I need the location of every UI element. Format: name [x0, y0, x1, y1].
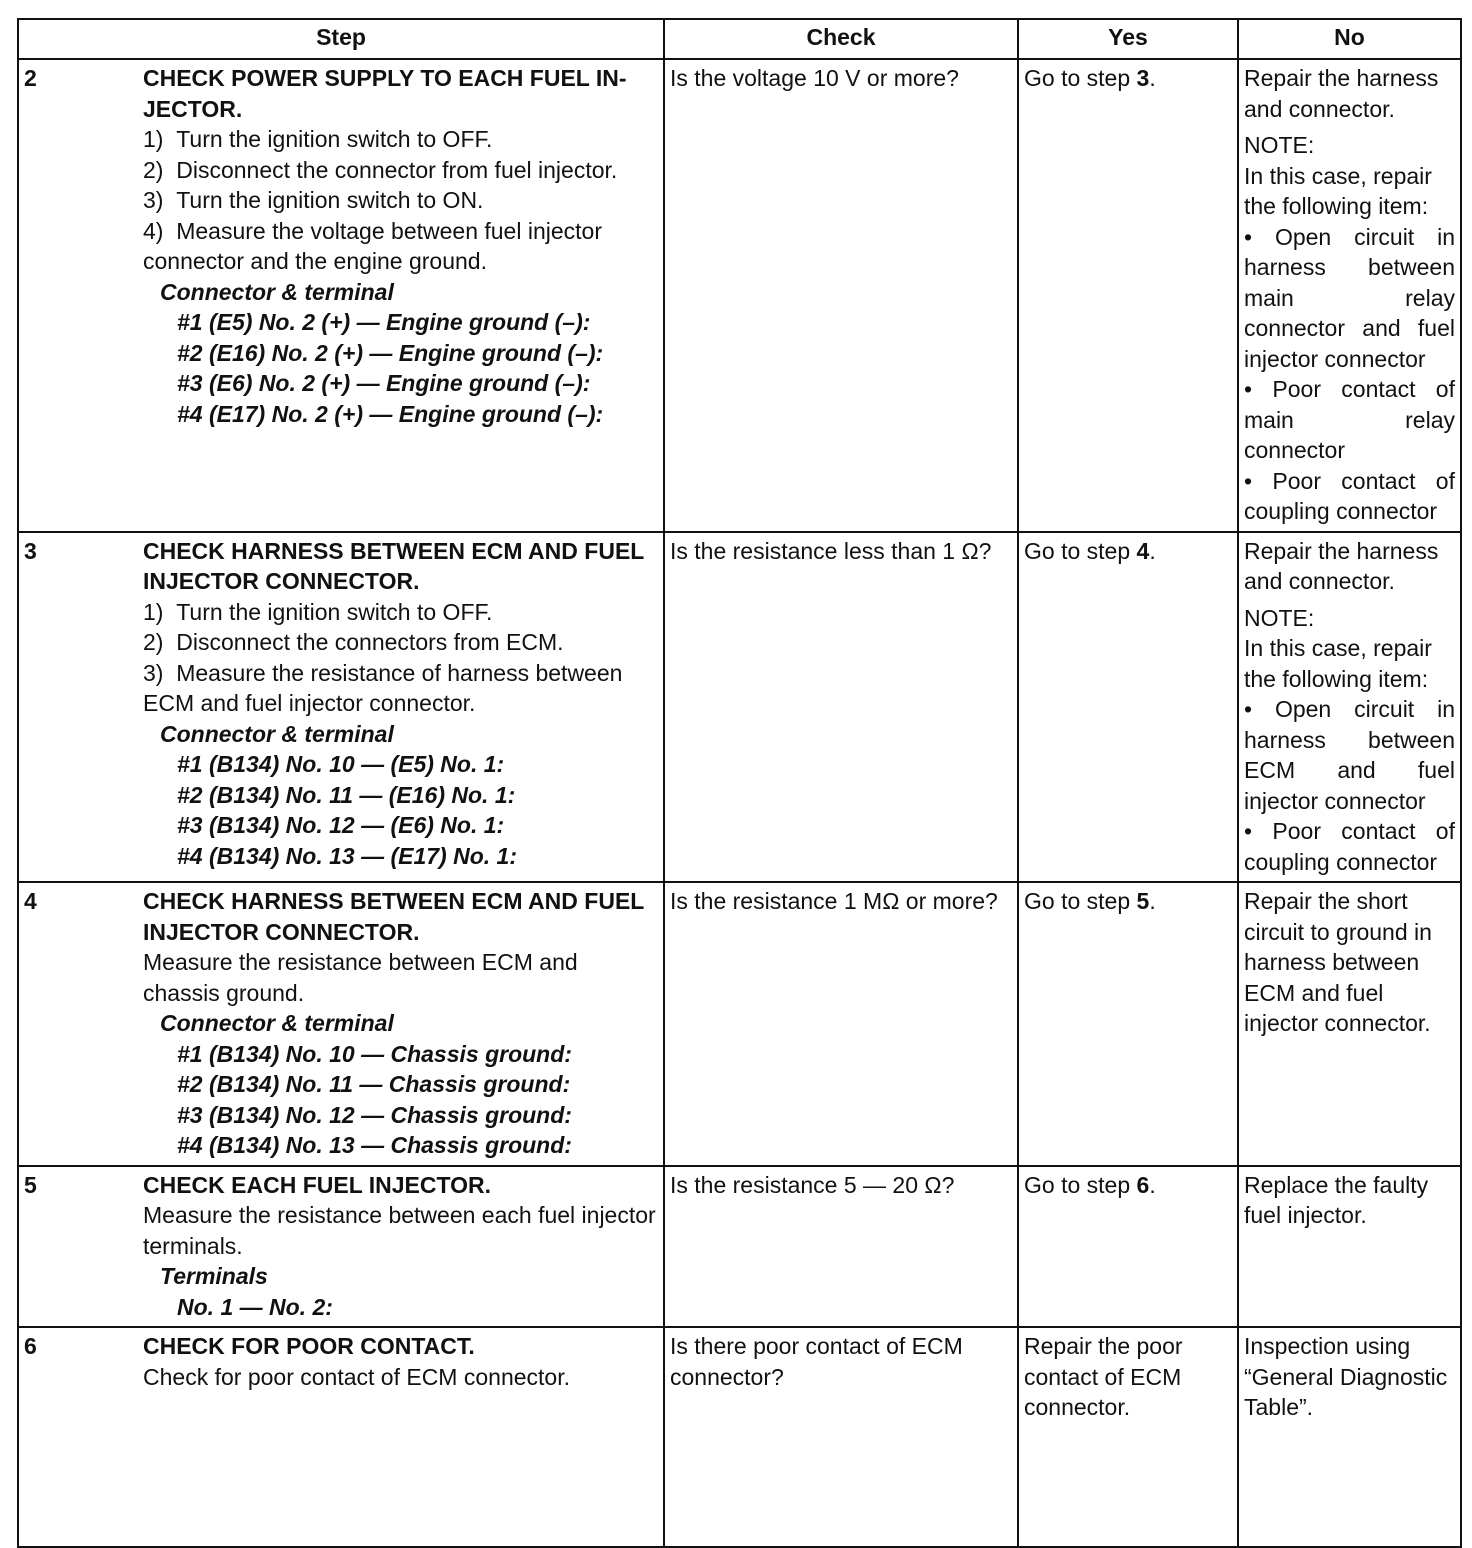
terminal-spec: #2 (B134) No. 11 — (E16) No. 1: — [177, 781, 516, 808]
terminal-spec: #1 (B134) No. 10 — Chassis ground: — [177, 1040, 572, 1067]
yes-suffix: . — [1149, 537, 1156, 564]
no-main: Repair the harness and connector. — [1244, 537, 1439, 594]
no-cell — [1238, 882, 1461, 1166]
header-no: No — [1238, 19, 1461, 59]
terminal-spec: #1 (E5) No. 2 (+) — Engine ground (–): — [177, 309, 591, 335]
table-row — [18, 532, 1461, 883]
yes-prefix: Go to step — [1024, 1171, 1137, 1198]
no-main: Repair the harness and connector. — [1244, 65, 1439, 122]
check-cell: Is there poor contact of ECM connector? — [664, 1327, 1018, 1547]
step-cell — [18, 59, 664, 532]
step-instruction: Measure the resistance between ECM and chassis ground. — [143, 949, 578, 1006]
step-instruction: 2) Disconnect the connector from fuel injector. — [143, 156, 618, 183]
terminal-spec: No. 1 — No. 2: — [177, 1293, 333, 1320]
yes-step-link: 5 — [1136, 888, 1150, 914]
table-row — [18, 882, 1461, 1166]
yes-suffix: . — [1149, 888, 1156, 914]
no-cell — [1238, 1327, 1461, 1547]
step-title: CHECK FOR POOR CONTACT. — [143, 1333, 475, 1359]
header-row — [18, 19, 1461, 59]
yes-cell — [1018, 882, 1238, 1166]
step-instruction: Check for poor contact of ECM connector. — [143, 1363, 570, 1390]
header-step: Step — [18, 19, 664, 59]
step-instruction: 1) Turn the ignition switch to OFF. — [143, 598, 493, 625]
terminal-spec: #1 (B134) No. 10 — (E5) No. 1: — [177, 751, 505, 777]
no-main: Replace the faulty fuel injector. — [1244, 1171, 1429, 1228]
no-note-label: NOTE: — [1244, 604, 1315, 631]
terminal-label: Connector & terminal — [160, 278, 394, 305]
terminal-label: Connector & terminal — [160, 1010, 394, 1036]
step-instruction: 2) Disconnect the connectors from ECM. — [143, 629, 564, 655]
terminal-spec: #4 (B134) No. 13 — Chassis ground: — [177, 1132, 572, 1158]
step-instruction: 4) Measure the voltage between fuel injector connector and the engine ground. — [143, 217, 602, 274]
no-item: • Open circuit in harness between main relay connector and fuel injector connector — [1244, 223, 1455, 372]
step-cell — [18, 1327, 664, 1547]
step-number: 3 — [24, 537, 37, 564]
yes-step-link: 6 — [1136, 1171, 1150, 1198]
yes-suffix: . — [1149, 1171, 1156, 1198]
step-instruction: 3) Measure the resistance of harness between ECM and fuel injector connector. — [143, 659, 623, 716]
terminal-label: Terminals — [160, 1263, 268, 1289]
table-row — [18, 1166, 1461, 1328]
step-number: 5 — [24, 1171, 37, 1198]
no-item: • Open circuit in harness between ECM and fuel injector connector — [1244, 696, 1455, 814]
yes-step-link: 4 — [1136, 537, 1150, 564]
step-instruction: Measure the resistance between each fuel injector terminals. — [143, 1202, 656, 1259]
terminal-spec: #3 (E6) No. 2 (+) — Engine ground (–): — [177, 370, 591, 396]
no-item: • Poor contact of coupling connector — [1244, 818, 1455, 875]
step-cell — [18, 882, 664, 1166]
yes-prefix: Go to step — [1024, 888, 1137, 914]
no-main: Repair the short circuit to ground in harness between ECM and fuel injector connector. — [1244, 888, 1432, 1036]
no-cell — [1238, 1166, 1461, 1328]
terminal-spec: #3 (B134) No. 12 — Chassis ground: — [177, 1101, 572, 1128]
step-title: CHECK POWER SUPPLY TO EACH FUEL IN-JECTOR. — [143, 65, 627, 122]
yes-suffix: . — [1149, 65, 1156, 91]
step-cell — [18, 532, 664, 883]
no-item: • Poor contact of main relay connector — [1244, 376, 1455, 463]
yes-prefix: Go to step — [1024, 537, 1137, 564]
terminal-spec: #3 (B134) No. 12 — (E6) No. 1: — [177, 812, 505, 838]
diagnostic-table — [17, 18, 1462, 1548]
yes-cell — [1018, 532, 1238, 883]
step-instruction: 3) Turn the ignition switch to ON. — [143, 187, 484, 213]
table-row — [18, 1327, 1461, 1547]
terminal-spec: #4 (E17) No. 2 (+) — Engine ground (–): — [177, 400, 604, 427]
yes-cell — [1018, 1166, 1238, 1328]
check-cell: Is the voltage 10 V or more? — [664, 59, 1018, 532]
no-note: In this case, repair the following item: — [1244, 162, 1432, 219]
no-cell — [1238, 59, 1461, 532]
yes-prefix: Go to step — [1024, 65, 1137, 91]
check-cell: Is the resistance 5 — 20 Ω? — [664, 1166, 1018, 1328]
yes-cell: Repair the poor contact of ECM connector. — [1018, 1327, 1238, 1547]
header-check: Check — [664, 19, 1018, 59]
no-main: Inspection using “General Diagnostic Table”. — [1244, 1333, 1448, 1420]
no-item: • Poor contact of coupling connector — [1244, 467, 1455, 524]
terminal-label: Connector & terminal — [160, 720, 394, 747]
terminal-spec: #2 (B134) No. 11 — Chassis ground: — [177, 1071, 571, 1097]
step-title: CHECK HARNESS BETWEEN ECM AND FUEL INJECTOR CONNECTOR. — [143, 888, 644, 945]
step-number: 4 — [24, 888, 37, 914]
no-note: In this case, repair the following item: — [1244, 635, 1432, 692]
check-cell: Is the resistance less than 1 Ω? — [664, 532, 1018, 883]
terminal-spec: #4 (B134) No. 13 — (E17) No. 1: — [177, 842, 517, 869]
header-yes: Yes — [1018, 19, 1238, 59]
yes-step-link: 3 — [1136, 65, 1150, 91]
step-instruction: 1) Turn the ignition switch to OFF. — [143, 126, 493, 152]
step-number: 2 — [24, 65, 37, 91]
terminal-spec: #2 (E16) No. 2 (+) — Engine ground (–): — [177, 339, 604, 366]
check-cell: Is the resistance 1 MΩ or more? — [664, 882, 1018, 1166]
step-cell — [18, 1166, 664, 1328]
no-note-label: NOTE: — [1244, 132, 1315, 158]
step-title: CHECK EACH FUEL INJECTOR. — [143, 1171, 492, 1198]
step-title: CHECK HARNESS BETWEEN ECM AND FUEL INJECTOR CONNECTOR. — [143, 537, 644, 594]
no-cell — [1238, 532, 1461, 883]
table-row — [18, 59, 1461, 532]
yes-cell — [1018, 59, 1238, 532]
step-number: 6 — [24, 1333, 37, 1359]
